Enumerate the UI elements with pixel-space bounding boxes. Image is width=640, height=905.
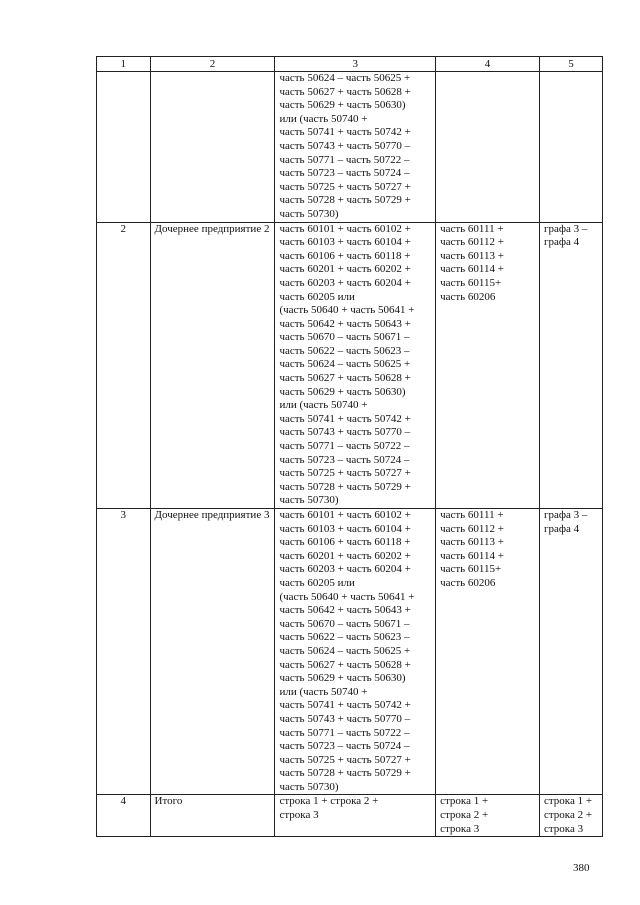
- formula-line: строка 3: [279, 809, 319, 822]
- formula-line: часть 50741 + часть 50742 +: [279, 699, 411, 712]
- entity-name: [150, 72, 275, 223]
- formula-line: часть 50771 – часть 50722 –: [279, 440, 410, 453]
- formula-line: часть 50642 + часть 50643 +: [279, 604, 411, 617]
- table-row: [97, 509, 603, 795]
- formula-line: часть 50629 + часть 50630): [279, 385, 406, 398]
- formula-line: часть 60111 +: [440, 222, 504, 235]
- entity-name: Итого: [150, 795, 275, 837]
- formula-cell: [275, 795, 436, 837]
- formula-line: часть 50622 – часть 50623 –: [279, 344, 410, 357]
- formula-cell: [275, 509, 436, 795]
- formula-cell: [275, 72, 436, 223]
- header-col-2: 2: [150, 57, 275, 72]
- formula-line: часть 50624 – часть 50625 +: [279, 358, 411, 371]
- formula-line: часть 60113 +: [440, 536, 504, 549]
- header-col-5: 5: [539, 57, 602, 72]
- formula-line: часть 60111 +: [440, 509, 504, 521]
- row-number: 4: [97, 795, 151, 837]
- formula-line: часть 60112 +: [440, 236, 504, 249]
- formula-line: часть 50624 – часть 50625 +: [279, 72, 411, 84]
- column-ref-cell: [539, 222, 602, 508]
- formula-line: часть 60201 + часть 60202 +: [279, 549, 411, 562]
- header-col-3: 3: [275, 57, 436, 72]
- formula-line: часть 60101 + часть 60102 +: [279, 222, 411, 235]
- table-row: [97, 72, 603, 223]
- formula-line: часть 50741 + часть 50742 +: [279, 412, 411, 425]
- formula-line: часть 60112 +: [440, 522, 504, 535]
- formula-line: часть 60205 или: [279, 576, 355, 589]
- formula-line: часть 60106 + часть 60118 +: [279, 249, 411, 262]
- formula-line: часть 50670 – часть 50671 –: [279, 331, 410, 344]
- table-row: [97, 795, 603, 837]
- formula-line: часть 50725 + часть 50727 +: [279, 467, 411, 480]
- formula-line: часть 50725 + часть 50727 +: [279, 180, 411, 193]
- formula-line: часть 50627 + часть 50628 +: [279, 372, 411, 385]
- formula-line: часть 60203 + часть 60204 +: [279, 563, 411, 576]
- column-ref-cell: [539, 72, 602, 223]
- formula-line: часть 60201 + часть 60202 +: [279, 263, 411, 276]
- formula-line: часть 60114 +: [440, 549, 504, 562]
- formula-line: часть 50743 + часть 50770 –: [279, 712, 411, 725]
- header-col-4: 4: [436, 57, 540, 72]
- page-number: 380: [573, 862, 590, 874]
- formula-line: часть 60206: [440, 290, 496, 303]
- formula-line: часть 50728 + часть 50729 +: [279, 767, 411, 780]
- formula-line: графа 3 –: [543, 509, 588, 521]
- formula-line: часть 50622 – часть 50623 –: [279, 631, 410, 644]
- formula-line: или (часть 50740 +: [279, 112, 368, 125]
- formula-line: часть 50743 + часть 50770 –: [279, 139, 411, 152]
- formula-line: (часть 50640 + часть 50641 +: [279, 590, 415, 603]
- formula-line: часть 50723 – часть 50724 –: [279, 453, 410, 466]
- formula-line: (часть 50640 + часть 50641 +: [279, 304, 415, 317]
- formula-line: строка 1 +: [440, 795, 489, 808]
- formula-line: строка 1 +: [543, 795, 593, 808]
- formula-line: часть 50730): [279, 780, 339, 793]
- row-number: 2: [97, 222, 151, 508]
- column-ref-cell: [539, 509, 602, 795]
- formula-line: часть 60206: [440, 576, 496, 589]
- formula-line: часть 50627 + часть 50628 +: [279, 658, 411, 671]
- formula-line: часть 50629 + часть 50630): [279, 99, 406, 112]
- formula-line: часть 60103 + часть 60104 +: [279, 236, 411, 249]
- entity-name: Дочернее предприятие 3: [150, 509, 275, 795]
- formula-line: часть 50771 – часть 50722 –: [279, 153, 410, 166]
- formula-line: строка 3: [543, 822, 584, 835]
- entity-name: Дочернее предприятие 2: [150, 222, 275, 508]
- formula-line: часть 50723 – часть 50724 –: [279, 167, 410, 180]
- formula-line: часть 60113 +: [440, 249, 504, 262]
- table-row: [97, 222, 603, 508]
- accounts-cell: [436, 222, 540, 508]
- formula-line: часть 60101 + часть 60102 +: [279, 509, 411, 521]
- formula-line: часть 50730): [279, 207, 339, 220]
- formula-line: часть 50627 + часть 50628 +: [279, 85, 411, 98]
- formula-table: [96, 56, 603, 837]
- formula-line: часть 50743 + часть 50770 –: [279, 426, 411, 439]
- formula-line: часть 50730): [279, 494, 339, 507]
- row-number: [97, 72, 151, 223]
- accounts-cell: [436, 509, 540, 795]
- formula-line: часть 60114 +: [440, 263, 504, 276]
- header-col-1: 1: [97, 57, 151, 72]
- formula-line: или (часть 50740 +: [279, 685, 368, 698]
- formula-line: часть 50741 + часть 50742 +: [279, 126, 411, 139]
- accounts-cell: [436, 795, 540, 837]
- formula-line: часть 60103 + часть 60104 +: [279, 522, 411, 535]
- column-ref-cell: [539, 795, 602, 837]
- formula-line: часть 50728 + часть 50729 +: [279, 194, 411, 207]
- formula-line: графа 3 –: [543, 222, 588, 235]
- formula-line: часть 50642 + часть 50643 +: [279, 317, 411, 330]
- formula-line: часть 60203 + часть 60204 +: [279, 276, 411, 289]
- formula-line: часть 60115+: [440, 563, 502, 576]
- formula-line: часть 60205 или: [279, 290, 355, 303]
- formula-line: часть 60106 + часть 60118 +: [279, 536, 411, 549]
- header-row: [97, 57, 603, 72]
- formula-line: строка 2 +: [543, 809, 593, 822]
- formula-line: часть 50725 + часть 50727 +: [279, 753, 411, 766]
- formula-line: часть 50723 – часть 50724 –: [279, 740, 410, 753]
- formula-line: часть 50771 – часть 50722 –: [279, 726, 410, 739]
- formula-line: графа 4: [543, 236, 580, 249]
- formula-line: часть 50629 + часть 50630): [279, 672, 406, 685]
- formula-line: часть 50670 – часть 50671 –: [279, 617, 410, 630]
- formula-line: строка 1 + строка 2 +: [279, 795, 379, 808]
- formula-line: графа 4: [543, 522, 580, 535]
- formula-line: строка 3: [440, 822, 480, 835]
- formula-line: или (часть 50740 +: [279, 399, 368, 412]
- formula-line: часть 50624 – часть 50625 +: [279, 644, 411, 657]
- formula-line: часть 60115+: [440, 276, 502, 289]
- formula-line: строка 2 +: [440, 809, 489, 822]
- formula-cell: [275, 222, 436, 508]
- row-number: 3: [97, 509, 151, 795]
- accounts-cell: [436, 72, 540, 223]
- formula-line: часть 50728 + часть 50729 +: [279, 480, 411, 493]
